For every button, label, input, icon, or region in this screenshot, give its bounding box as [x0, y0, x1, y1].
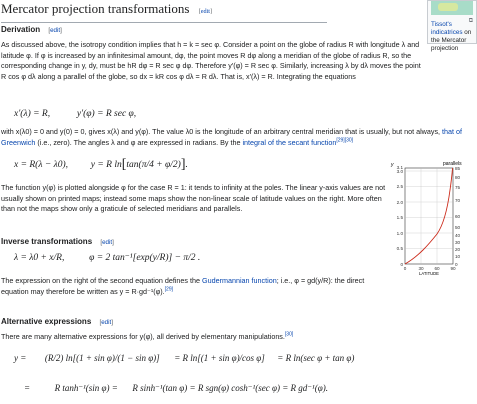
alt-row2-b: R tanh⁻¹(sin φ) = [54, 383, 118, 393]
inverse-heading [1, 236, 114, 248]
section-heading [1, 1, 327, 23]
y-tick: 1.0 [396, 231, 403, 236]
inverse-text-b: ; i.e., φ = gd(y/R): the direct equation may therefore be written as y = R·gd⁻¹(φ). [1, 276, 365, 296]
reference-29[interactable]: [29] [164, 286, 173, 293]
x-tick: 90 [450, 266, 456, 271]
alternative-intro [1, 332, 471, 343]
latitude-tick: 0 [455, 262, 458, 267]
y-tick: 2.5 [396, 184, 403, 189]
eq-y-ln: y = R ln [90, 160, 122, 171]
latitude-tick: 10 [455, 254, 461, 259]
eq-lambda: λ = λ0 + x/R, [14, 253, 65, 263]
y-tick: 1.5 [396, 215, 403, 220]
section-edit: [edit] [198, 8, 213, 15]
alternative-edit: [edit] [99, 319, 113, 326]
tissot-link[interactable]: Tissot's indicatrices [431, 21, 463, 36]
derivation-paragraph-1: As discussed above, the isotropy condition implies that h = k = sec φ. Consider a point on the globe of radius R with longitude λ and latitude φ. If φ is increased by an infinitesimal amount, dφ, the point moves R dφ along a meridian of the globe of radius R, so the corresponding change in y, dy, must be hR dφ = R sec φ dφ. Therefore y′(φ) = R sec φ. Similarly, increasing λ by dλ moves the point R cos φ dλ along a parallel of the globe, so dx = kR cos φ dλ = R dλ. That is, x′(λ) = R. Integrating the equations [1, 40, 421, 81]
inverse-edit: [edit] [100, 239, 114, 246]
latitude-tick: 80 [455, 175, 461, 180]
latitude-tick: 60 [455, 214, 461, 219]
graph-svg [389, 160, 473, 278]
equation-forward: x = R(λ − λ0), y = R ln[tan(π/4 + φ/2)]. [14, 157, 188, 172]
enlarge-icon[interactable]: ⧉ [468, 18, 473, 24]
alt-row1-c: = R ln[(1 + sin φ)/cos φ] [174, 353, 265, 363]
derivation-title: Derivation [1, 25, 41, 34]
caption-text: on the Mercator projection [431, 29, 472, 52]
inverse-text-a: The expression on the right of the second equation defines the [1, 276, 202, 285]
latitude-tick: 70 [455, 198, 461, 203]
alternative-row-1 [14, 352, 354, 364]
derivation-paragraph-2 [1, 127, 471, 148]
tissot-thumbnail[interactable] [427, 0, 477, 52]
equation-inverse [14, 252, 200, 264]
greenwich-link[interactable]: that of Greenwich [1, 127, 463, 147]
graph-y-label: y [391, 162, 394, 168]
latitude-tick: 30 [455, 240, 461, 245]
secant-integral-link[interactable]: integral of the secant function [242, 137, 337, 147]
inverse-edit-link[interactable]: edit [102, 239, 113, 246]
inverse-paragraph [1, 276, 386, 297]
latitude-tick: 40 [455, 233, 461, 238]
inverse-title: Inverse transformations [1, 237, 93, 246]
x-tick: 0 [403, 266, 407, 271]
latitude-tick: 50 [455, 225, 461, 230]
alternative-title: Alternative expressions [1, 317, 92, 326]
y-tick: 2.0 [396, 200, 403, 205]
reference-30[interactable]: [30] [284, 331, 294, 338]
x-tick: 60 [434, 266, 440, 271]
latitude-tick: 20 [455, 247, 461, 252]
references-29-30[interactable]: [29][30] [336, 137, 354, 144]
eq-phi: φ = 2 tan⁻¹[exp(y/R)] − π/2 . [89, 253, 201, 263]
y-tick: 0.5 [396, 246, 403, 251]
y-tick: 0 [400, 262, 403, 267]
para2-text-b: (i.e., zero). The angles λ and φ are expressed in radians. By the [35, 137, 243, 147]
thumbnail-map-land [438, 3, 458, 11]
x-tick: 30 [418, 266, 424, 271]
latitude-tick: 75 [455, 185, 461, 190]
derivation-edit-link[interactable]: edit [50, 27, 61, 34]
derivation-paragraph-3: The function y(φ) is plotted alongside φ for the case R = 1: it tends to infinity at the poles. The linear y-axis values are not usually shown on printed maps; instead some maps show the non-linear scale of latitude values on the right. More often than not the maps show only a graticule of selected meridians and parallels. [1, 183, 386, 213]
eq-y-arg: tan(π/4 + φ/2) [126, 160, 181, 171]
alternative-intro-text: There are many alternative expressions for y(φ), all derived by elementary manipulations. [1, 332, 285, 341]
eq-y-prime: y′(φ) = R sec φ, [76, 109, 137, 119]
alternative-edit-link[interactable]: edit [101, 319, 112, 326]
eq-x: x = R(λ − λ0), [14, 160, 69, 171]
gudermannian-link[interactable]: Gudermannian function [202, 276, 277, 285]
equation-integrate [14, 108, 136, 120]
y-tick: 3.0 [396, 169, 403, 174]
y-tick: 3.1 [396, 165, 403, 170]
derivation-edit: [edit] [48, 27, 62, 34]
latitude-tick: 85 [455, 166, 461, 171]
alt-row2-a: = [24, 383, 31, 393]
eq-y-end: . [185, 160, 188, 171]
mercator-y-graph[interactable] [389, 160, 473, 278]
thumbnail-caption [431, 21, 473, 53]
graph-parallels-label: parallels [443, 161, 462, 167]
alternative-heading [1, 316, 113, 328]
eq-x-prime: x′(λ) = R, [14, 109, 51, 119]
derivation-heading [1, 24, 62, 36]
graph-x-label: LATITUDE [419, 271, 439, 276]
alt-row1-b: (R/2) ln[(1 + sin φ)/(1 − sin φ)] [44, 353, 160, 363]
section-title: Mercator projection transformations [1, 1, 190, 16]
alt-row1-a: y = [14, 353, 27, 363]
para2-text-a: with x(λ0) = 0 and y(0) = 0, gives x(λ) and y(φ). The value λ0 is the longitude of an arbitrary central meridian that is usually, but not always, [1, 127, 443, 136]
alternative-row-2 [24, 382, 328, 394]
section-edit-link[interactable]: edit [200, 8, 211, 15]
alt-row2-c: R sinh⁻¹(tan φ) = R sgn(φ) cosh⁻¹(sec φ) = R gd⁻¹(φ). [132, 383, 328, 393]
alt-row1-d: = R ln(sec φ + tan φ) [277, 353, 355, 363]
